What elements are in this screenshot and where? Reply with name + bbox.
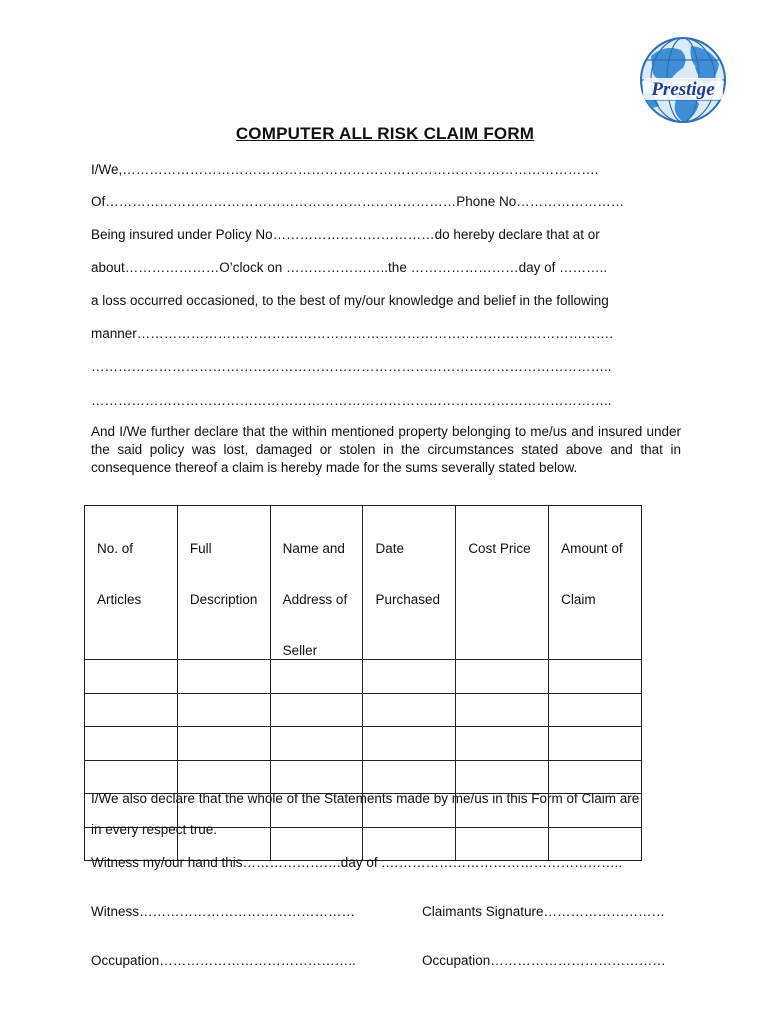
logo-text: Prestige: [651, 79, 715, 100]
table-cell[interactable]: [270, 660, 363, 694]
table-cell[interactable]: [456, 760, 549, 794]
table-cell[interactable]: [85, 693, 178, 727]
manner-line: manner…………………………………………………………………………………………….: [91, 326, 614, 341]
phone-field: Phone No……………………: [456, 194, 625, 209]
about-line: about…………………O’clock on …………………..the ……………………day of ………..: [91, 260, 608, 275]
table-cell[interactable]: [549, 660, 642, 694]
header-no-of-articles: No. of Articles: [85, 506, 178, 660]
table-cell[interactable]: [85, 760, 178, 794]
occupation-field-witness: Occupation……………………………………..: [91, 953, 356, 968]
header-name-address-seller: Name and Address of Seller: [270, 506, 363, 660]
header-amount-of-claim: Amount of Claim: [549, 506, 642, 660]
table-cell[interactable]: [456, 693, 549, 727]
of-field: Of……………………………………………………………………: [91, 194, 457, 209]
table-cell[interactable]: [177, 693, 270, 727]
declaration-paragraph: And I/We further declare that the within mentioned property belonging to me/us and insured under the said policy was lost, damaged or stolen in the circumstances stated above and that in consequence thereof a claim is hereby made for the sums severally stated below.: [91, 424, 681, 475]
also-declare-line: I/We also declare that the whole of the Statements made by me/us in this Form of Claim are: [91, 791, 640, 806]
table-cell[interactable]: [177, 660, 270, 694]
header-full-description: Full Description: [177, 506, 270, 660]
table-cell[interactable]: [177, 760, 270, 794]
table-row: [85, 660, 642, 694]
table-cell[interactable]: [363, 727, 456, 761]
table-row: [85, 760, 642, 794]
table-cell[interactable]: [85, 660, 178, 694]
of-line: [91, 194, 624, 209]
table-cell[interactable]: [363, 660, 456, 694]
table-cell[interactable]: [270, 693, 363, 727]
table-cell[interactable]: [549, 727, 642, 761]
claimant-signature-field: Claimants Signature………………………: [422, 904, 666, 919]
table-cell[interactable]: [456, 660, 549, 694]
claims-table: [84, 505, 642, 861]
table-cell[interactable]: [85, 727, 178, 761]
iwe-line: I/We,…………………………………………………………………………………………….: [91, 162, 599, 177]
table-cell[interactable]: [549, 693, 642, 727]
blank-line-1: ……………………………………………………………………………………………………..: [91, 359, 612, 374]
witness-field: Witness…………………………………………: [91, 904, 356, 919]
blank-line-2: ……………………………………………………………………………………………………..: [91, 393, 612, 408]
occupation-field-claimant: Occupation…………………………………: [422, 953, 666, 968]
loss-line: a loss occurred occasioned, to the best of my/our knowledge and belief in the following: [91, 293, 609, 308]
witness-hand-line: Witness my/our hand this………………….day of .……………………………………………..: [91, 855, 623, 870]
policy-line: Being insured under Policy No………………………………do hereby declare that at or: [91, 227, 600, 242]
prestige-globe-logo: [637, 34, 729, 126]
table-row: [85, 693, 642, 727]
table-row: [85, 727, 642, 761]
true-line: in every respect true.: [91, 822, 218, 837]
table-cell[interactable]: [177, 727, 270, 761]
header-cost-price: Cost Price: [456, 506, 549, 660]
table-cell[interactable]: [270, 760, 363, 794]
table-cell[interactable]: [363, 693, 456, 727]
table-header-row: [85, 506, 642, 660]
table-cell[interactable]: [456, 727, 549, 761]
header-date-purchased: Date Purchased: [363, 506, 456, 660]
form-title: COMPUTER ALL RISK CLAIM FORM: [235, 124, 535, 143]
table-cell[interactable]: [549, 760, 642, 794]
table-cell[interactable]: [363, 760, 456, 794]
table-cell[interactable]: [270, 727, 363, 761]
